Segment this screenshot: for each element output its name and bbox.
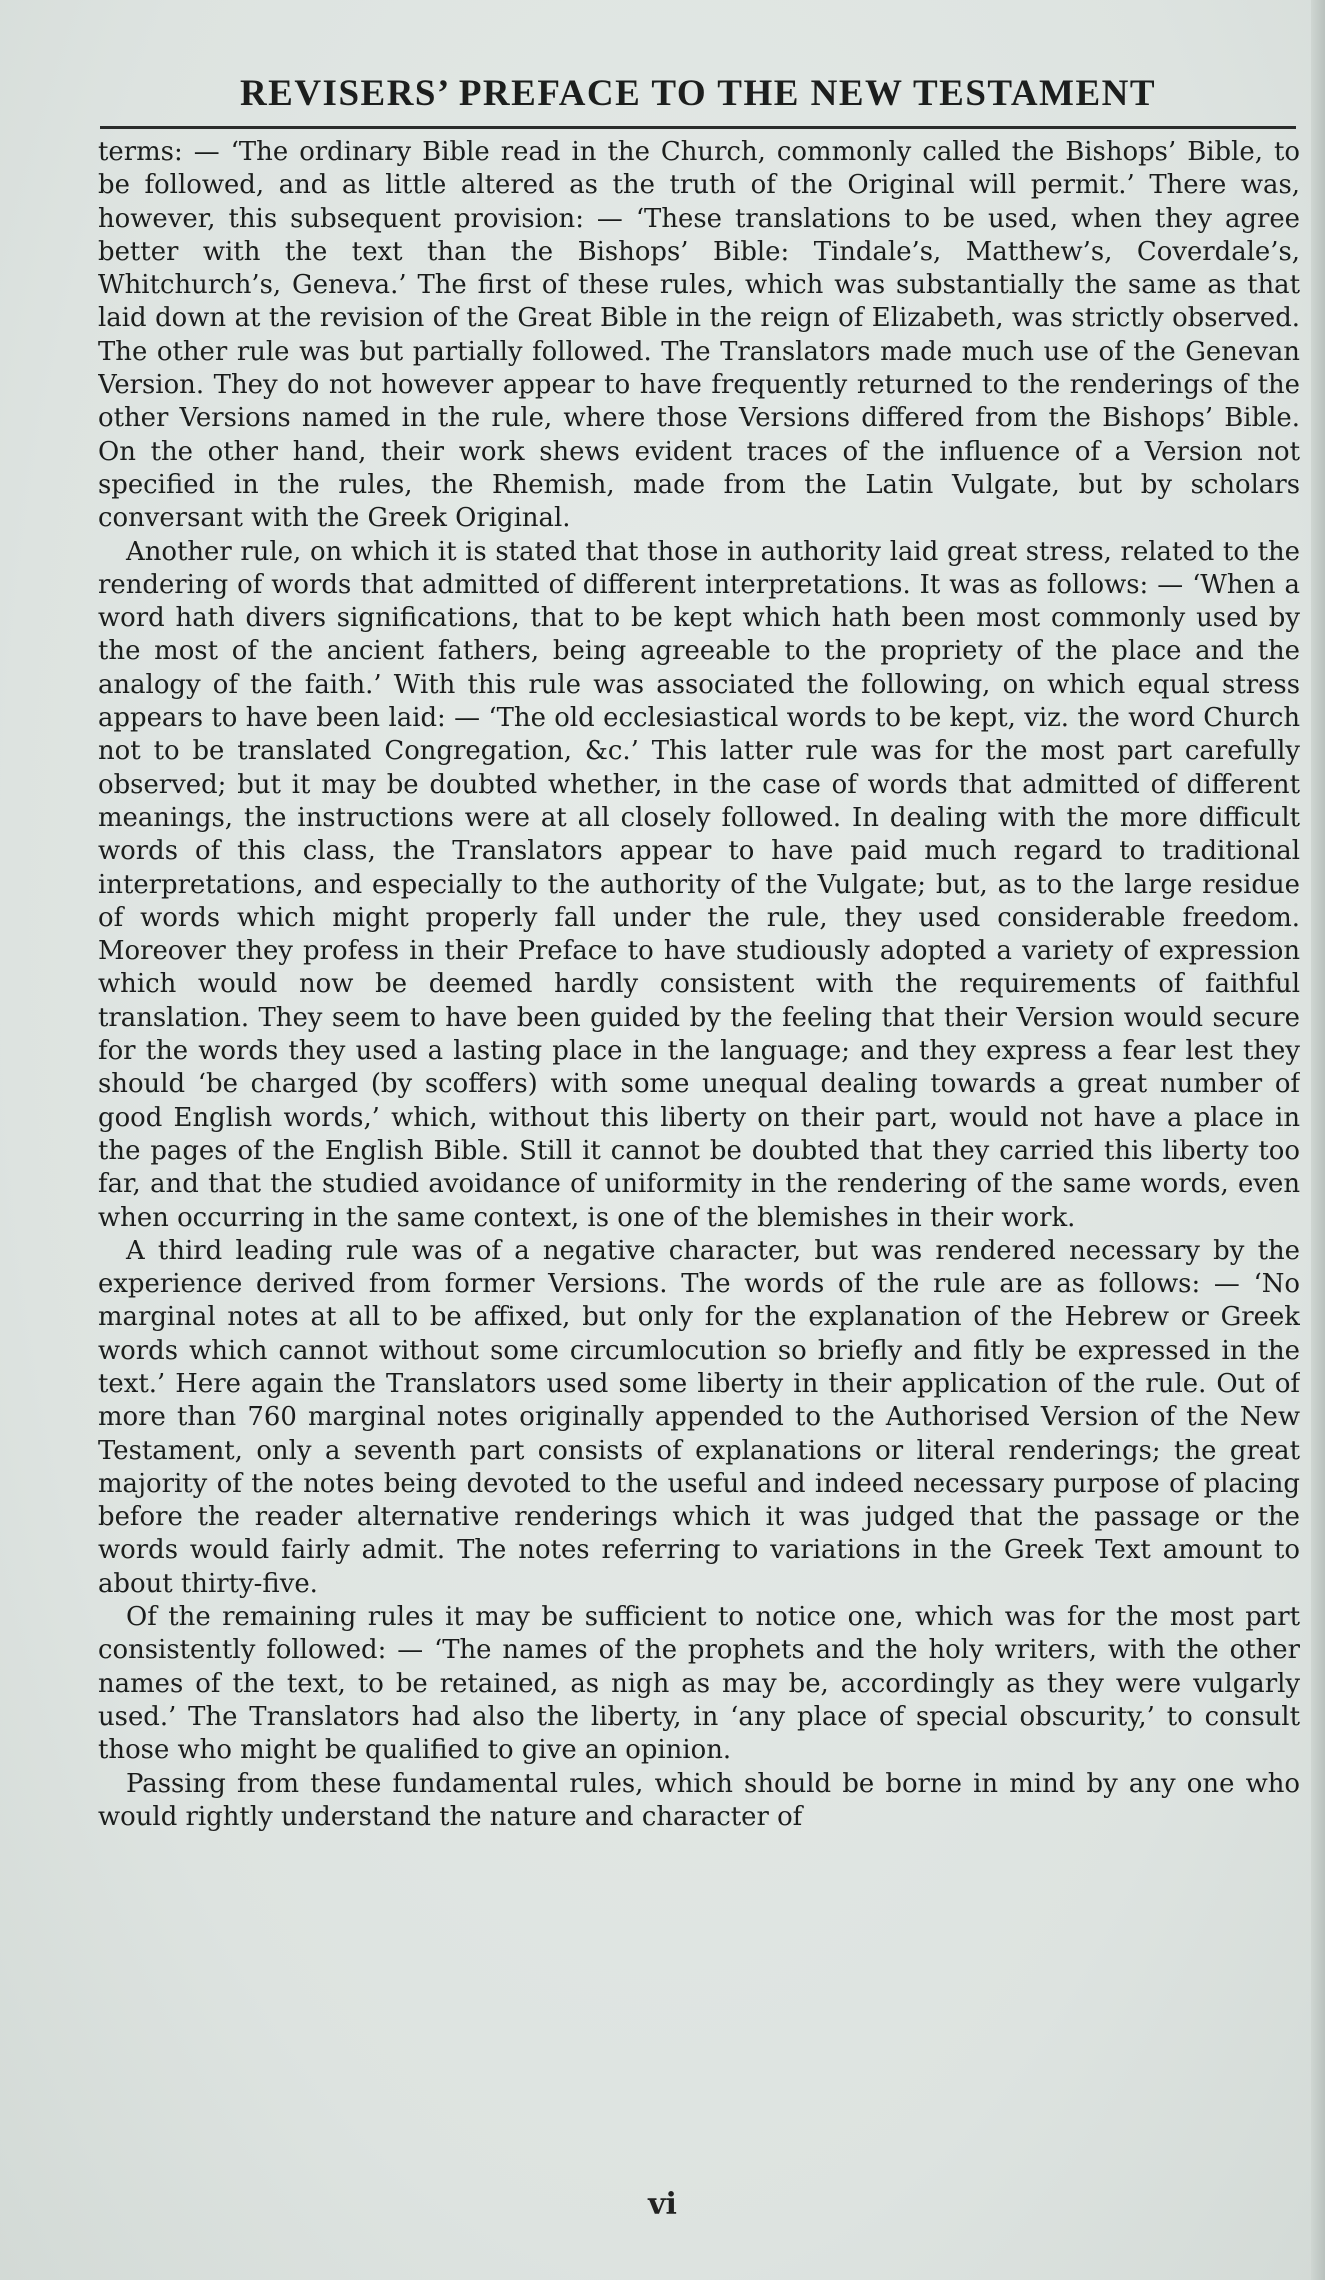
paragraph-2: Another rule, on which it is stated that those in authority laid great stress, related to the rendering of words that admitted of different interpretations. It was as follows: — ‘When a word hath divers significations, that to be kept which hath been most commonly used by the most of the ancient fathers, being agreeable to the propriety of the place and the analogy of the faith.’ With this rule was associated the following, on which equal stress appears to have been laid: — ‘The old ecclesiastical words to be kept, viz. the word Church not to be translated Congregation, &c.’ This latter rule was for the most part carefully observed; but it may be doubted whether, in the case of words that admitted of different meanings, the instructions were at all closely followed. In dealing with the more difficult words of this class, the Translators appear to have paid much regard to traditional interpretations, and especially to the authority of the Vulgate; but, as to the large residue of words which might properly fall under the rule, they used considerable freedom. Moreover they profess in their Preface to have studiously adopted a variety of expression which would now be deemed hardly consistent with the requirements of faithful translation. They seem to have been guided by the feeling that their Version would secure for the words they used a lasting place in the language; and they express a fear lest they should ‘be charged (by scoffers) with some unequal dealing towards a great number of good English words,’ which, without this liberty on their part, would not have a place in the pages of the English Bible. Still it cannot be doubted that they carried this liberty too far, and that the studied avoidance of uniformity in the rendering of the same words, even when occurring in the same context, is one of the blemishes in their work. bbox=[98, 536, 1300, 1233]
paragraph-4: Of the remaining rules it may be sufficient to notice one, which was for the most part consistently followed: — ‘The names of the prophets and the holy writers, with the other names of the text, to be retained, as nigh as may be, accordingly as they were vulgarly used.’ The Translators had also the liberty, in ‘any place of special obscurity,’ to consult those who might be qualified to give an opinion. bbox=[98, 1602, 1300, 1766]
paragraph-5: Passing from these fundamental rules, which should be borne in mind by any one who would rightly understand the nature and character of bbox=[98, 1768, 1300, 1832]
paragraph-1: terms: — ‘The ordinary Bible read in the Church, commonly called the Bishops’ Bible, to be followed, and as little altered as the truth of the Original will permit.’ There was, however, this subsequent provision: — ‘These translations to be used, when they agree better with the text than the Bishops’ Bible: Tindale’s, Matthew’s, Coverdale’s, Whitchurch’s, Geneva.’ The first of these rules, which was substantially the same as that laid down at the revision of the Great Bible in the reign of Elizabeth, was strictly observed. The other rule was but partially followed. The Translators made much use of the Genevan Version. They do not however appear to have frequently returned to the renderings of the other Versions named in the rule, where those Versions differed from the Bishops’ Bible. On the other hand, their work shews evident traces of the influence of a Version not specified in the rules, the Rhemish, made from the Latin Vulgate, but by scholars conversant with the Greek Original. bbox=[98, 137, 1300, 534]
header-rule bbox=[100, 126, 1296, 129]
page-edge bbox=[1311, 0, 1325, 2280]
page-number: vi bbox=[648, 2187, 677, 2222]
paragraph-3: A third leading rule was of a negative character, but was rendered necessary by the experience derived from former Versions. The words of the rule are as follows: — ‘No marginal notes at all to be affixed, but only for the explanation of the Hebrew or Greek words which cannot without some circumlocution so briefly and fitly be expressed in the text.’ Here again the Translators used some liberty in their application of the rule. Out of more than 760 marginal notes originally appended to the Authorised Version of the New Testament, only a seventh part consists of explanations or literal renderings; the great majority of the notes being devoted to the useful and indeed necessary purpose of placing before the reader alternative renderings which it was judged that the passage or the words would fairly admit. The notes referring to variations in the Greek Text amount to about thirty-five. bbox=[98, 1235, 1300, 1599]
body-text bbox=[98, 136, 1300, 2151]
running-header: REVISERS’ PREFACE TO THE NEW TESTAMENT bbox=[239, 73, 1157, 114]
